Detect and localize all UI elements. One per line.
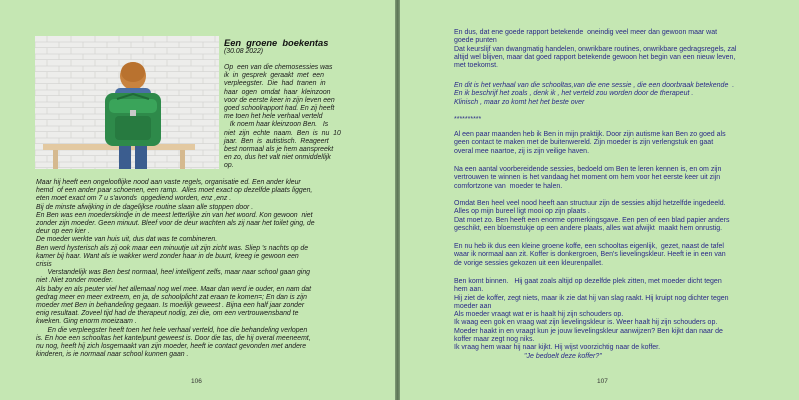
text-line: Moeder haakt in en vraagt kun je jouw lievelingskleur aanwijzen? Ben kijkt dan naar de [454, 327, 723, 335]
text-line: me toen het hele verhaal verteld [224, 113, 323, 121]
paragraph [454, 166, 721, 191]
text-line: en zo, dus het valt niet onmiddellijk [224, 154, 331, 162]
text-line: Ben komt binnen. Hij gaat zoals altijd op dezelfde plek zitten, met moeder dicht tegen [454, 278, 722, 285]
text-line: niet zijn echte naam. Ben is nu 10 [224, 129, 341, 137]
text-line: Bij de minste afwijking in de dagelijkse routine slaan alle stoppen door . [36, 203, 254, 211]
text-line: Na een aantal voorbereidende sessies, bedoeld om Ben te leren kennen is, en om zijn [454, 166, 722, 173]
text-line: jaar. Ben is autistisch. Reageert [224, 137, 329, 145]
text-line: goed schoolrapport had. En zij heeft [224, 105, 335, 113]
page-number: 106 [191, 378, 202, 385]
text-line: vertrouwen te winnen is het vandaag het moment om hem voor het eerste keer uit zijn [454, 174, 721, 182]
paragraph [454, 278, 729, 361]
text-line: Als moeder vraagt wat er is haalt hij zijn schouders op. [454, 311, 624, 319]
paragraph [454, 29, 737, 70]
text-line: enig resultaat. Zoveel tijd had de therapeut nodig, zei die, om een vertrouwensband te [36, 310, 299, 318]
text-line: eten moet exact om 7 u s'avonds opgediend worden, enz ,enz . [36, 195, 232, 203]
text-line: Klinisch , maar zo komt het het beste over [454, 98, 585, 106]
text-line: Maar hij heeft een ongelooflijke nood aan vaste regels, organisatie ed. Een ander kleur [36, 179, 301, 186]
text-line: crisis [36, 261, 52, 269]
text-line: best normaal als je hem aanspreekt [224, 146, 334, 154]
paragraph [454, 243, 726, 268]
paragraph [454, 200, 730, 233]
page-number: 107 [597, 378, 608, 385]
paragraph [454, 131, 726, 156]
text-line: En ik beschrijf het zoals , denk ik , het verteld zou worden door de therapeut . [454, 90, 694, 98]
text-line: geen contact te maken met de buitenwereld. Zijn moeder is zijn verlengstuk en gaat [454, 139, 714, 147]
paragraph [454, 82, 734, 107]
text-line: nu nog, heeft hij zich losgemaakt van zijn moeder, heeft ie contact gevonden met andere [36, 343, 307, 351]
text-line: moeder met Ben in behandeling gegaan. Is moeilijk geweest . Bijna een half jaar zonder [36, 302, 305, 310]
text-line: Ben werd hysterisch als zij ook maar een minuutje uit zijn zicht was. Sliep 's nachts op de [36, 244, 309, 252]
boy-with-green-schoolbag-photo [35, 36, 219, 169]
text-line: Ik waag een gok en vraag wat zijn lievelingskleur is. Weer haalt hij zijn schouders op. [454, 319, 718, 327]
text-line: De moeder werkte van huis uit, dus dat was te combineren. [36, 236, 218, 244]
text-line: En dit is het verhaal van die schooltas,van die ene sessie , die een doorbraak betekende . [454, 82, 735, 89]
text-line: overal mee naartoe, zij is zijn veilige haven. [454, 147, 590, 155]
text-line: Ik vraag hem waar hij naar kijkt. Hij wijst voorzichtig naar de koffer. [454, 344, 661, 352]
text-line: kinderen, is ie normaal naar school kunnen gaan . [36, 351, 189, 359]
text-line: geschikt, een bloemstukje op een andere plaats, alles wat afwijkt maakt hem onrustig. [454, 224, 723, 232]
text-line: kweken. Ging enorm moeizaam . [36, 318, 137, 326]
text-line: de vorige sessies gekozen uit een kleurenpallet. [454, 259, 604, 267]
left-page [0, 0, 395, 400]
chapter-date: (30.08 2022) [224, 48, 264, 55]
text-line: Dat moet zo. Ben heeft een enorme opmerkingsgave. Een pen of een blad papier anders [454, 216, 730, 224]
text-line: altijd wel blijven, maar dat goed rapport betekende gewoon het begin van een nieuw leven, [454, 53, 736, 61]
text-line: Als baby en als peuter viel het allemaal nog wel mee. Maar dan werd ie ouder, en nam dat [36, 285, 312, 293]
text-line: op. [224, 162, 234, 170]
text-line: hemd of een ander paar schoenen, een ramp. Alles moet exact op dezelfde plaats liggen, [36, 187, 313, 195]
text-line: Op een van die chemosessies was [224, 64, 333, 71]
text-line: Hij ziet de koffer, zegt niets, maar ik zie dat hij van slag raakt. Hij kruipt nog dichter tegen [454, 294, 729, 302]
text-line: haar ogen omdat haar kleinzoon [224, 88, 331, 96]
text-line: hem aan. [454, 286, 484, 294]
text-line: "Je bedoelt deze koffer?" [454, 352, 602, 360]
text-line: moeder aan [454, 302, 492, 310]
text-line: is. En hoe een schooltas het kantelpunt geweest is. Door die tas, die hij overal meeneemt, [36, 334, 311, 342]
text-line: kamer bij haar. Want als ie wakker werd zonder haar in de buurt, kreeg ie gewoon een [36, 252, 299, 260]
text-line: En dus, dat ene goede rapport betekende oneindig veel meer dan gewoon maar wat [454, 29, 718, 36]
text-line: deur op een kier . [36, 228, 90, 236]
text-line: comfortzone van moeder te halen. [454, 182, 563, 190]
text-line: gedrag meer en meer extreem, en ja, de schoolplicht zat eraan te komen=; En dan is zijn [36, 293, 307, 301]
text-line: met toekomst. [454, 62, 498, 70]
chapter-title: Een groene boekentas [224, 38, 329, 48]
text-line: ik in gesprek geraakt met een [224, 72, 324, 80]
text-line: niet .Niet zonder moeder. [36, 277, 114, 285]
text-line: Ik noem haar kleinzoon Ben. Is [224, 121, 329, 129]
body-text [36, 179, 315, 359]
text-line: Verstandelijk was Ben best normaal, heel intelligent zelfs, maar naar school gaan ging [36, 269, 310, 277]
text-line: verpleegster. Die had tranen in [224, 80, 326, 88]
text-line: En nu heb ik dus een kleine groene koffe, een schooltas eigenlijk, gezet, naast de tafel [454, 243, 724, 250]
text-line: voor de eerste keer in zijn leven een [224, 96, 335, 104]
text-line: waar ik normaal aan zit. Koffer is donkergroen, Ben's lievelingskleur. Heeft ie in een van [454, 251, 726, 259]
text-line: Al een paar maanden heb ik Ben in mijn praktijk. Door zijn autisme kan Ben zo goed als [454, 131, 726, 138]
text-line: Alles op mijn bureel ligt mooi op zijn plaats . [454, 208, 590, 216]
separator: ********** [454, 116, 482, 123]
text-line: goede punten [454, 37, 497, 45]
text-line: Omdat Ben heel veel nood heeft aan structuur zijn de sessies altijd hetzelfde ingedeeld. [454, 200, 726, 207]
right-page [400, 0, 799, 400]
text-line: Dat keurslijf van dwangmatig handelen, onwrikbare routines, onwrikbare gedragsregels, zal [454, 45, 737, 53]
text-line: koffer maar zegt nog niks. [454, 336, 535, 344]
text-line: En die verpleegster heeft toen het hele verhaal verteld, hoe die behandeling verlopen [36, 326, 308, 334]
text-line: zonder zijn moeder. Geen minuut. Bleef voor de deur wachten als zij naar het toilet ging, de [36, 220, 315, 228]
text-line: En Ben was een moederskindje in de meest letterlijke zin van het woord. Kon gewoon niet [36, 211, 313, 219]
intro-text-column [224, 64, 341, 171]
